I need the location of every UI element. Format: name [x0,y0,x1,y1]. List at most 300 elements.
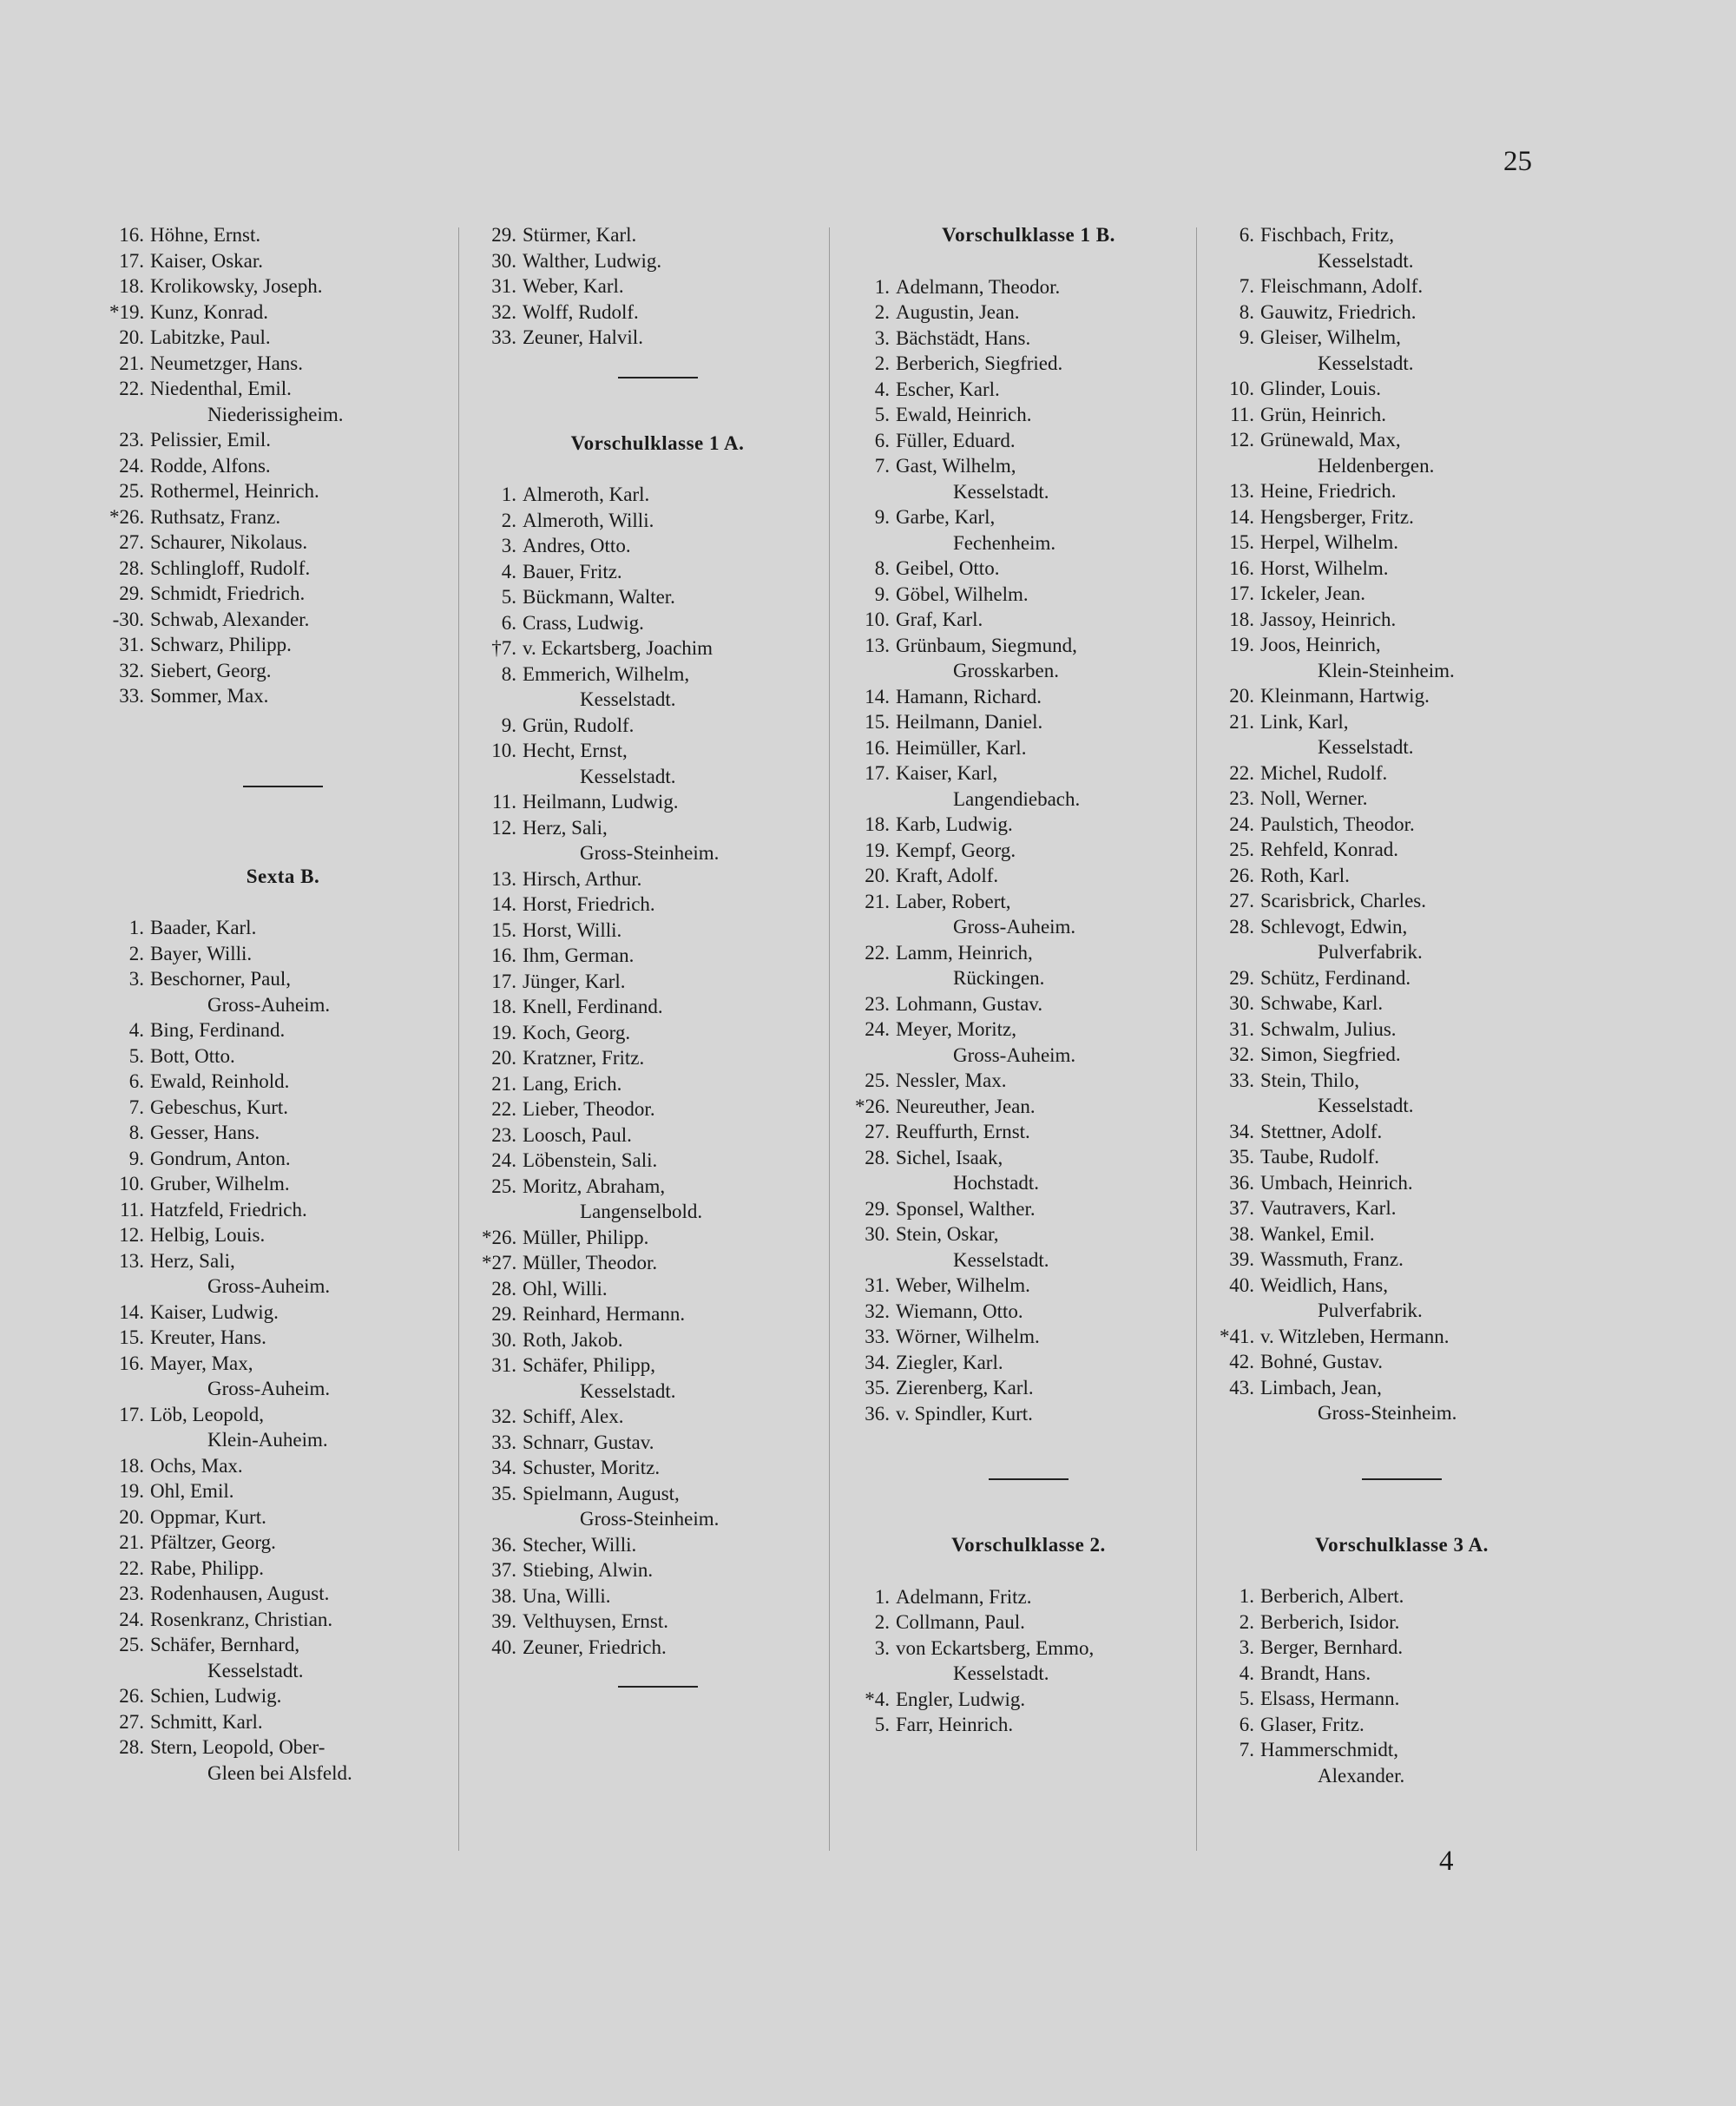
entry-name: Wörner, Wilhelm. [896,1326,1040,1347]
list-item [482,584,833,610]
list-item [109,1632,457,1658]
entry-name: Löbenstein, Sali. [523,1149,658,1171]
list-item [482,1301,833,1327]
entry-number: *4. [865,1688,890,1710]
entry-name: Crass, Ludwig. [523,611,644,634]
section-separator [618,1686,698,1688]
entry-continuation: Gleen bei Alsfeld. [207,1761,352,1784]
entry-name: Fleischmann, Adolf. [1260,275,1424,297]
entry-number: 23. [119,1583,144,1604]
entry-name: Kaiser, Ludwig. [150,1300,279,1323]
entry-number: 26. [119,1685,144,1707]
entry-number: 22. [119,1556,144,1579]
list-item [109,1043,457,1069]
entry-name: Heine, Friedrich. [1260,480,1397,502]
entry-number: 3. [1239,1636,1254,1658]
entry-number: 2. [1239,1610,1254,1633]
list-item [1220,1144,1584,1170]
entry-name: Kempf, Georg. [896,839,1016,861]
entry-continuation: Kesselstadt. [953,1662,1049,1684]
class-list [482,222,833,351]
entry-name: Hecht, Ernst, [523,740,628,761]
list-item [1220,1349,1584,1375]
entry-number: 32. [119,659,144,681]
list-item [855,1635,1202,1662]
entry-continuation: Kesselstadt. [207,1659,304,1682]
entry-name: Knell, Ferdinand. [523,996,663,1017]
list-item [1220,1661,1584,1687]
entry-name: Velthuysen, Ernst. [523,1610,669,1632]
entry-continuation: Grosskarben. [953,660,1059,681]
list-item [855,453,1202,479]
entry-number: 3. [128,968,144,990]
entry-name: Zeuner, Halvil. [523,326,643,348]
entry-number: 20. [491,1047,516,1069]
entry-number: 39. [1229,1248,1254,1270]
entry-number: 3. [874,326,890,349]
list-item [482,1557,833,1583]
entry-continuation: Gross-Auheim. [207,1275,331,1297]
list-item [855,1094,1202,1120]
entry-number: *26. [109,505,145,528]
list-item [1220,1375,1584,1401]
list-item [482,713,833,739]
entry-name: Grün, Heinrich. [1260,403,1386,425]
entry-name: Kratzner, Fritz. [523,1047,645,1069]
list-item [482,508,833,534]
entry-name: Zeuner, Friedrich. [523,1635,667,1658]
list-item [855,556,1202,582]
entry-number: 28. [1229,915,1254,938]
list-item [855,1324,1202,1350]
list-item [482,1020,833,1046]
list-item [109,607,457,633]
entry-number: 23. [491,1123,516,1146]
list-item [109,1402,457,1428]
entry-name: Adelmann, Theodor. [896,275,1061,298]
list-item [482,815,833,841]
list-item [1220,607,1584,633]
entry-number: 33. [491,1431,516,1453]
entry-number: 32. [865,1300,890,1322]
list-item [109,966,457,992]
list-item [855,684,1202,710]
entry-number: 6. [1239,224,1254,246]
entry-number: 13. [491,867,516,890]
entry-name: Fischbach, Fritz, [1260,224,1394,246]
entry-name: Umbach, Heinrich. [1260,1171,1413,1194]
entry-number: 8. [501,662,516,685]
entry-name: Jassoy, Heinrich. [1260,608,1397,630]
list-item [482,1635,833,1661]
list-item [855,1119,1202,1145]
entry-number: 14. [119,1300,144,1323]
entry-number: 18. [865,813,890,835]
entry-name: Zierenberg, Karl. [896,1377,1034,1399]
entry-name: Koch, Georg. [523,1021,631,1043]
entry-name: Schmidt, Friedrich. [150,582,306,604]
entry-number: 5. [1239,1688,1254,1709]
entry-name: Baader, Karl. [150,917,257,938]
list-item [482,299,833,326]
entry-name: Augustin, Jean. [896,301,1020,323]
entry-name: Pfältzer, Georg. [150,1531,276,1553]
entry-number: 5. [874,404,890,425]
entry-name: Lang, Erich. [523,1072,622,1095]
entry-continuation: Langenselbold. [580,1201,703,1222]
entry-name: Beschorner, Paul, [150,968,291,990]
list-item [482,482,833,508]
list-item [1220,812,1584,838]
entry-number: 20. [1229,685,1254,707]
entry-number: 18. [1229,608,1254,630]
list-item [855,991,1202,1017]
entry-number: 32. [491,1405,516,1427]
entry-name: Heilmann, Daniel. [896,711,1043,733]
entry-name: Wiemann, Otto. [896,1300,1023,1322]
entry-name: Stettner, Adolf. [1260,1120,1383,1142]
column-1 [109,222,457,1786]
entry-number: 2. [874,301,890,323]
list-item [855,633,1202,659]
entry-name: Gleiser, Wilhelm, [1260,326,1401,348]
list-item [1220,1324,1584,1350]
list-item [482,533,833,559]
entry-name: Höhne, Ernst. [150,224,261,246]
entry-number: 29. [865,1197,890,1220]
entry-number: 31. [865,1274,890,1296]
entry-name: Schmitt, Karl. [150,1710,263,1733]
list-item [109,1453,457,1479]
entry-name: Sichel, Isaak, [896,1146,1003,1168]
entry-number: 29. [119,582,144,604]
list-item [109,1095,457,1121]
entry-name: Garbe, Karl, [896,506,996,528]
entry-name: Rodenhausen, August. [150,1583,330,1604]
list-item [1220,914,1584,940]
list-item [109,1146,457,1172]
entry-name: Joos, Heinrich, [1260,634,1381,655]
list-item [1220,965,1584,991]
entry-name: Kreuter, Hans. [150,1326,266,1348]
list-item [855,428,1202,454]
entry-name: Pelissier, Emil. [150,429,271,451]
entry-name: Bächstädt, Hans. [896,326,1031,349]
entry-number: 28. [491,1277,516,1300]
entry-number: 6. [874,429,890,451]
entry-continuation: Kesselstadt. [580,765,676,787]
entry-number: 19. [865,839,890,861]
entry-number: 22. [1229,761,1254,784]
list-item [855,1145,1202,1171]
entry-name: Gesser, Hans. [150,1122,260,1143]
entry-name: Noll, Werner. [1260,787,1368,809]
entry-continuation: Pulverfabrik. [1318,1300,1423,1321]
list-item [1220,478,1584,504]
entry-name: Hamann, Richard. [896,685,1042,707]
list-item [1220,863,1584,889]
list-item [482,1148,833,1174]
entry-number: *26. [482,1226,517,1248]
entry-name: Scarisbrick, Charles. [1260,890,1426,912]
list-item [482,1071,833,1097]
list-item [482,1352,833,1379]
entry-number: 19. [491,1021,516,1043]
entry-name: Loosch, Paul. [523,1123,632,1146]
entry-name: Limbach, Jean, [1260,1376,1382,1399]
entry-continuation: Kesselstadt. [953,1248,1049,1271]
entry-name: Simon, Siegfried. [1260,1043,1401,1065]
list-item [109,325,457,351]
entry-name: Kleinmann, Hartwig. [1260,685,1430,707]
list-item [482,610,833,636]
entry-name: Spielmann, August, [523,1482,680,1504]
entry-number: 43. [1229,1376,1254,1399]
entry-continuation: Gross-Auheim. [953,1043,1076,1066]
entry-continuation: Alexander. [1318,1764,1405,1787]
entry-continuation: Klein-Auheim. [207,1429,328,1451]
entry-number: 28. [865,1146,890,1168]
entry-number: 1. [874,1585,890,1608]
entry-number: 30. [1229,992,1254,1014]
list-item [855,889,1202,915]
entry-number: 5. [501,586,516,608]
list-item [109,222,457,248]
list-item [1220,1609,1584,1635]
entry-name: Engler, Ludwig. [896,1688,1026,1710]
entry-name: Bauer, Fritz. [523,560,622,582]
entry-number: 20. [119,326,144,348]
list-item [482,1225,833,1251]
entry-number: 36. [1229,1171,1254,1194]
entry-number: 31. [491,275,516,297]
entry-number: 4. [874,378,890,400]
entry-number: 3. [874,1636,890,1659]
entry-number: 17. [865,762,890,784]
entry-name: Schäfer, Philipp, [523,1354,656,1376]
entry-number: 33. [865,1326,890,1347]
entry-name: Ewald, Reinhold. [150,1070,290,1092]
entry-number: 37. [491,1559,516,1581]
list-item [482,892,833,918]
entry-continuation: Klein-Steinheim. [1318,659,1455,681]
entry-name: Lieber, Theodor. [523,1098,655,1120]
list-item [109,273,457,299]
entry-name: Ihm, German. [523,944,635,966]
list-item [482,1430,833,1456]
list-item [1220,990,1584,1017]
list-item [109,1709,457,1735]
list-item [1220,504,1584,530]
entry-number: 32. [491,300,516,323]
entry-name: Berberich, Albert. [1260,1585,1404,1607]
entry-continuation: Heldenbergen. [1318,454,1435,477]
entry-number: 14. [865,685,890,707]
entry-name: Berberich, Isidor. [1260,1610,1400,1633]
entry-number: 14. [1229,505,1254,528]
list-item [109,941,457,967]
entry-name: Rodde, Alfons. [150,454,271,477]
list-item [855,1375,1202,1401]
entry-number: 19. [1229,634,1254,655]
entry-name: Berberich, Siegfried. [896,352,1063,374]
entry-name: Ruthsatz, Franz. [150,505,281,528]
list-item [855,377,1202,403]
entry-number: 22. [865,941,890,964]
entry-continuation: Kesselstadt. [580,1379,676,1402]
entry-name: Lamm, Heinrich, [896,941,1033,964]
list-item [1220,1195,1584,1221]
list-item [482,248,833,274]
entry-name: Rehfeld, Konrad. [1260,839,1399,860]
entry-name: Oppmar, Kurt. [150,1505,266,1528]
entry-number: 28. [119,556,144,579]
entry-name: Wankel, Emil. [1260,1222,1375,1245]
list-item [855,1273,1202,1299]
entry-number: 8. [1239,300,1254,323]
entry-number: 10. [119,1173,144,1194]
entry-number: 35. [491,1482,516,1504]
list-item [482,1327,833,1353]
entry-name: Walther, Ludwig. [523,249,662,272]
entry-number: 10. [491,740,516,761]
entry-number: 19. [119,1480,144,1502]
entry-name: Gondrum, Anton. [150,1147,291,1169]
entry-name: Helbig, Louis. [150,1224,266,1246]
entry-number: 38. [491,1584,516,1607]
entry-continuation: Kesselstadt. [1318,352,1414,374]
entry-number: 24. [119,1608,144,1630]
entry-name: Kaiser, Oskar. [150,249,264,272]
entry-name: Stiebing, Alwin. [523,1559,654,1581]
entry-number: 24. [491,1149,516,1171]
list-item [1220,760,1584,786]
list-item [1220,273,1584,299]
list-item [1220,1247,1584,1273]
list-item [1220,376,1584,402]
entry-name: Ohl, Emil. [150,1480,234,1502]
entry-number: 27. [1229,890,1254,912]
entry-number: 36. [865,1402,890,1425]
entry-number: 40. [1229,1273,1254,1296]
list-item [482,1250,833,1276]
entry-name: Gast, Wilhelm, [896,455,1016,477]
list-item [482,738,833,764]
list-item [482,1455,833,1481]
entry-name: Elsass, Hermann. [1260,1688,1400,1709]
entry-name: Roth, Karl. [1260,864,1350,886]
entry-number: 20. [119,1505,144,1528]
entry-name: Wolff, Rudolf. [523,300,639,323]
list-item [109,1351,457,1377]
entry-number: 33. [119,685,144,707]
entry-name: Sommer, Max. [150,685,269,707]
list-item [1220,1221,1584,1247]
entry-number: 1. [874,275,890,298]
entry-number: *26. [855,1095,891,1117]
entry-name: Karb, Ludwig. [896,813,1013,835]
list-item [109,504,457,530]
column-4 [1220,222,1584,1788]
list-item [109,1197,457,1223]
entry-number: 11. [1230,403,1254,425]
entry-number: 11. [492,791,516,813]
entry-name: Stecher, Willi. [523,1533,637,1556]
list-item [482,1583,833,1609]
entry-number: 4. [128,1019,144,1041]
list-item [1220,402,1584,428]
entry-name: Herz, Sali, [150,1249,235,1272]
entry-number: 16. [119,1352,144,1374]
list-item [1220,325,1584,351]
entry-number: 31. [1229,1017,1254,1040]
entry-continuation: Kesselstadt. [580,688,676,710]
entry-name: Siebert, Georg. [150,659,272,681]
entry-name: Heilmann, Ludwig. [523,791,679,813]
entry-name: Nessler, Max. [896,1069,1007,1091]
entry-name: Bückmann, Walter. [523,586,675,608]
entry-continuation: Hochstadt. [953,1172,1040,1194]
list-item [482,1404,833,1430]
list-item [109,1530,457,1556]
entry-number: 15. [119,1326,144,1348]
list-item [482,866,833,892]
list-item [109,632,457,658]
entry-number: 6. [501,611,516,634]
entry-number: 5. [128,1044,144,1067]
list-item [482,969,833,995]
entry-number: 30. [491,1328,516,1351]
entry-number: 1. [128,917,144,938]
list-item [109,1683,457,1709]
entry-number: 25. [119,1634,144,1655]
entry-number: 15. [865,711,890,733]
entry-continuation: Gross-Auheim. [207,993,331,1016]
entry-name: v. Witzleben, Hermann. [1260,1325,1450,1347]
list-item [855,1712,1202,1738]
entry-name: Hirsch, Arthur. [523,867,642,890]
entry-name: Ickeler, Jean. [1260,582,1366,604]
entry-number: 16. [1229,556,1254,579]
entry-name: Una, Willi. [523,1584,611,1607]
entry-number: 8. [128,1122,144,1143]
entry-number: 33. [1229,1069,1254,1091]
list-item [482,1532,833,1558]
list-item [855,504,1202,530]
entry-name: Hammerschmidt, [1260,1739,1399,1760]
entry-number: 9. [1239,326,1254,348]
list-item [855,812,1202,838]
class-list [1220,222,1584,1426]
entry-number: 18. [119,1454,144,1477]
entry-continuation: Kesselstadt. [1318,249,1414,272]
entry-name: Glinder, Louis. [1260,378,1381,399]
list-item [855,838,1202,864]
entry-number: 23. [119,429,144,451]
entry-name: Ohl, Willi. [523,1277,608,1300]
entry-number: 31. [119,634,144,655]
entry-name: Schuster, Moritz. [523,1457,661,1478]
entry-number: 2. [874,352,890,374]
list-item [1220,1042,1584,1068]
entry-name: Jünger, Karl. [523,970,626,992]
class-list [109,222,457,709]
entry-name: Bohné, Gustav. [1260,1351,1383,1372]
entry-name: Krolikowsky, Joseph. [150,275,323,297]
list-item [109,1120,457,1146]
entry-number: 6. [1239,1713,1254,1735]
list-item [109,453,457,479]
